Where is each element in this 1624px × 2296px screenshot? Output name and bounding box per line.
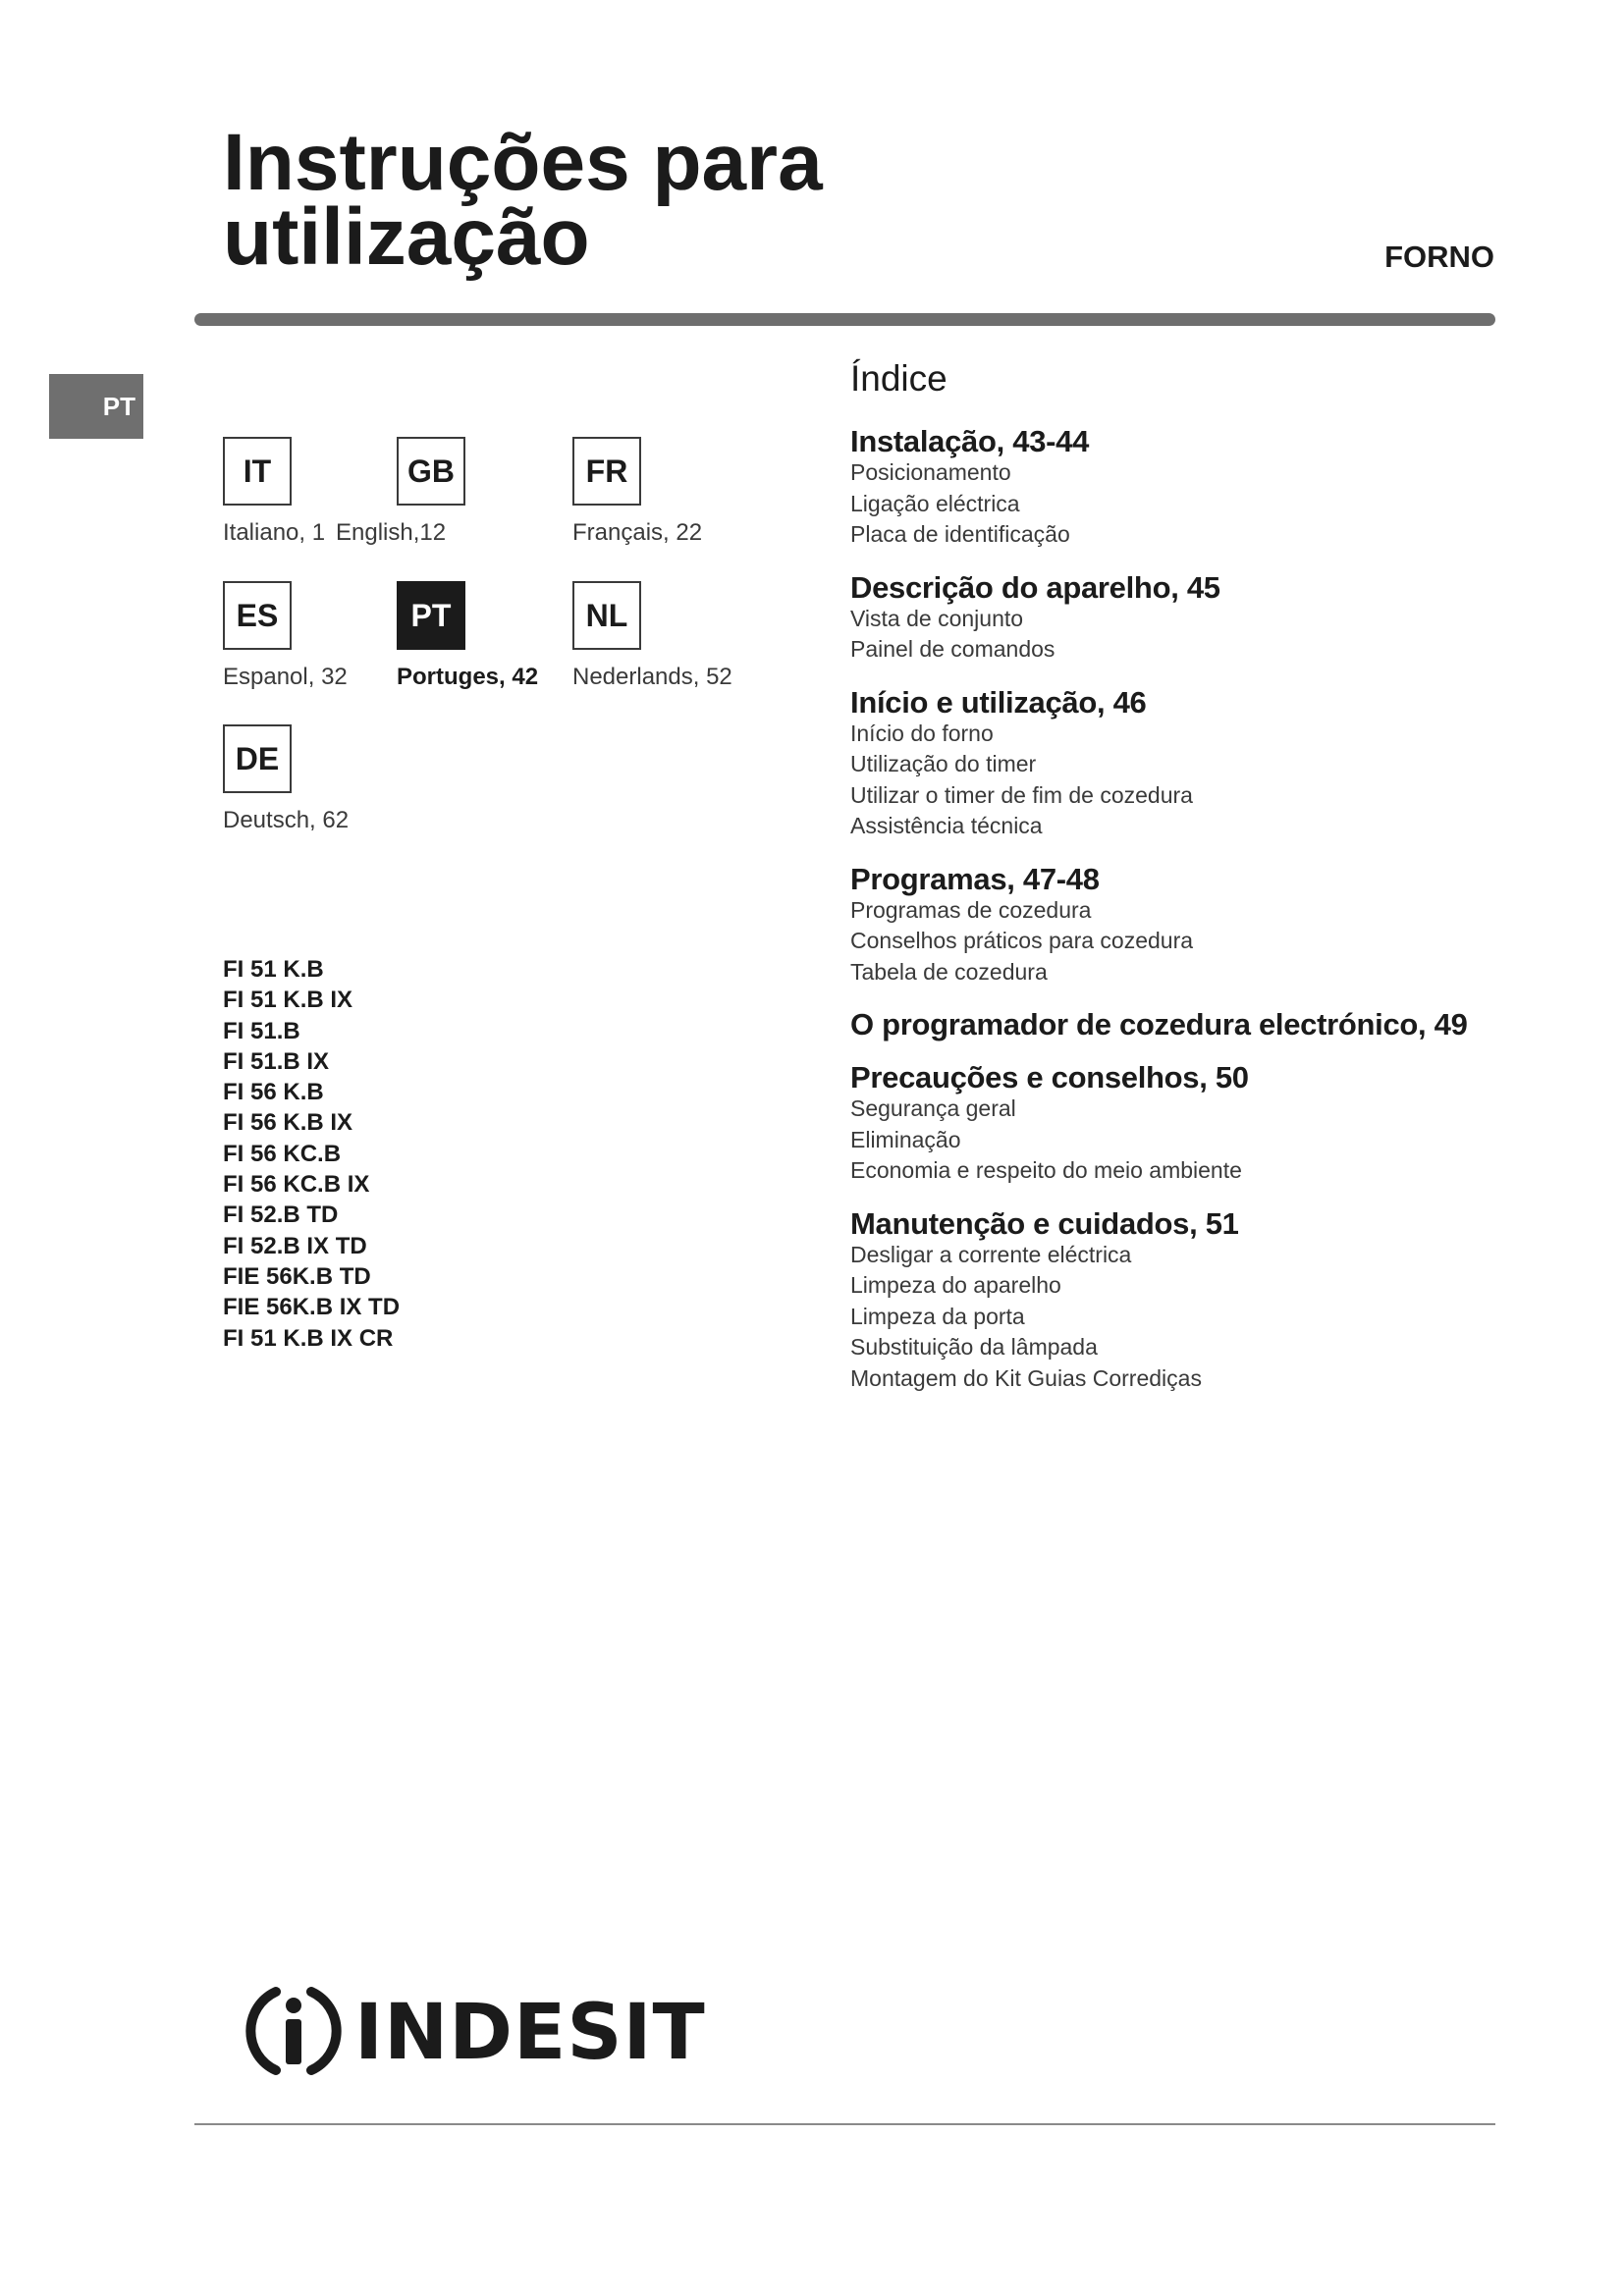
footer-divider: [194, 2123, 1495, 2125]
toc-section-title[interactable]: Descrição do aparelho, 45: [850, 569, 1220, 605]
toc-section-title[interactable]: Manutenção e cuidados, 51: [850, 1205, 1239, 1241]
brand-wordmark: INDESIT: [354, 1989, 706, 2077]
language-label: English,12: [336, 519, 447, 546]
model-list: [223, 954, 400, 1354]
model-item: FI 56 K.B IX: [223, 1109, 353, 1137]
toc-item[interactable]: Segurança geral: [850, 1095, 1016, 1121]
model-item: FI 51 K.B IX CR: [223, 1324, 394, 1352]
toc-item[interactable]: Desligar a corrente eléctrica: [850, 1241, 1132, 1267]
toc-item[interactable]: Conselhos práticos para cozedura: [850, 928, 1194, 953]
model-item: FIE 56K.B IX TD: [223, 1294, 401, 1321]
language-label: Français, 22: [572, 519, 703, 546]
language-item-de[interactable]: [223, 724, 459, 834]
toc-heading: Índice: [850, 358, 947, 399]
model-item: FI 56 KC.B: [223, 1140, 342, 1167]
toc-section-instalacao: [850, 426, 1479, 551]
language-side-tab: PT: [49, 374, 143, 439]
toc-item[interactable]: Limpeza da porta: [850, 1303, 1025, 1329]
toc-section-title[interactable]: Programas, 47-48: [850, 861, 1100, 896]
language-code-box: DE: [223, 724, 292, 793]
language-item-fr[interactable]: [572, 437, 808, 547]
toc-item[interactable]: Posicionamento: [850, 459, 1011, 485]
toc-item[interactable]: Substituição da lâmpada: [850, 1334, 1098, 1360]
toc-section-title[interactable]: O programador de cozedura electrónico, 49: [850, 1007, 1468, 1041]
toc-item[interactable]: Limpeza do aparelho: [850, 1272, 1061, 1298]
toc-section-programador: [850, 1009, 1479, 1041]
language-code-box: NL: [572, 581, 641, 650]
language-label: Espanol, 32: [223, 664, 348, 690]
language-code-box: ES: [223, 581, 292, 650]
toc-item[interactable]: Programas de cozedura: [850, 896, 1092, 923]
language-label: Italiano, 1: [223, 519, 326, 546]
language-code-box: PT: [397, 581, 465, 650]
toc-item[interactable]: Eliminação: [850, 1126, 961, 1152]
toc-item[interactable]: Tabela de cozedura: [850, 958, 1048, 985]
model-item: FI 56 KC.B IX: [223, 1171, 370, 1199]
toc-item[interactable]: Utilizar o timer de fim de cozedura: [850, 781, 1193, 808]
toc-section-descricao: [850, 569, 1479, 666]
model-item: FI 56 K.B: [223, 1079, 324, 1106]
toc-item[interactable]: Início do forno: [850, 720, 994, 746]
model-item: FI 51.B: [223, 1017, 300, 1044]
toc-item[interactable]: Ligação eléctrica: [850, 490, 1020, 516]
toc-item[interactable]: Utilização do timer: [850, 751, 1037, 776]
model-item: FI 52.B IX TD: [223, 1232, 367, 1259]
toc-item[interactable]: Economia e respeito do meio ambiente: [850, 1157, 1242, 1183]
table-of-contents: [850, 357, 1479, 1415]
toc-item[interactable]: Vista de conjunto: [850, 605, 1024, 631]
toc-item[interactable]: Assistência técnica: [850, 813, 1043, 838]
toc-item[interactable]: Painel de comandos: [850, 636, 1056, 662]
model-item: FI 51 K.B: [223, 956, 324, 983]
language-label: Portuges, 42: [397, 664, 539, 690]
model-item: FI 51.B IX: [223, 1047, 330, 1075]
language-code-box: GB: [397, 437, 465, 506]
language-item-nl[interactable]: [572, 581, 808, 691]
info-circle-logo-icon: [243, 1980, 345, 2087]
product-subject: FORNO: [1384, 240, 1494, 274]
model-item: FI 52.B TD: [223, 1201, 339, 1229]
title-line-1: Instruções para: [223, 118, 823, 207]
toc-item[interactable]: Placa de identificação: [850, 521, 1070, 547]
model-item: FIE 56K.B TD: [223, 1262, 371, 1290]
language-code-box: FR: [572, 437, 641, 506]
brand-logo: [243, 1979, 706, 2087]
toc-section-title[interactable]: Início e utilização, 46: [850, 684, 1147, 720]
toc-item[interactable]: Montagem do Kit Guias Corrediças: [850, 1364, 1202, 1391]
toc-section-inicio: [850, 684, 1479, 842]
language-code-box: IT: [223, 437, 292, 506]
language-label: Nederlands, 52: [572, 664, 732, 690]
toc-section-manutencao: [850, 1205, 1479, 1395]
toc-section-title[interactable]: Precauções e conselhos, 50: [850, 1060, 1249, 1095]
toc-section-precaucoes: [850, 1062, 1479, 1187]
title-line-2: utilização: [223, 192, 590, 282]
toc-section-programas: [850, 861, 1479, 988]
document-title: [223, 118, 823, 282]
model-item: FI 51 K.B IX: [223, 987, 353, 1014]
toc-section-title[interactable]: Instalação, 43-44: [850, 424, 1090, 458]
header-divider: [194, 313, 1495, 326]
language-label: Deutsch, 62: [223, 807, 350, 833]
